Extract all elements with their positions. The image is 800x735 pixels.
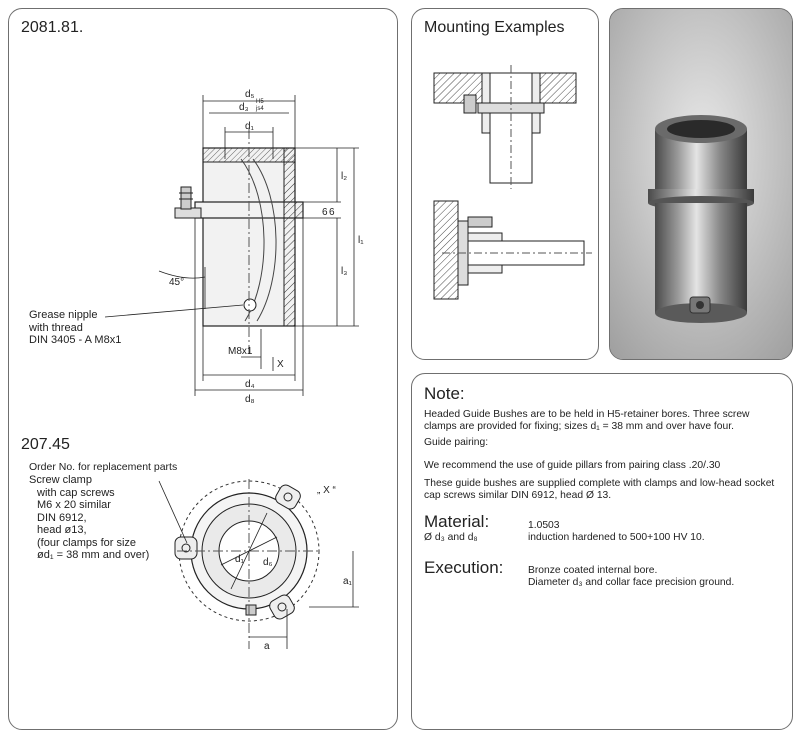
dim-d3-tol-bot: js4 xyxy=(256,106,264,112)
dim-d5: d₅ xyxy=(245,89,255,100)
order-text: Order No. for replacement parts xyxy=(29,461,178,473)
dim-six-a: 6 xyxy=(322,207,328,218)
clamp-dim-a1: a₁ xyxy=(343,576,352,587)
sub-number: 207.45 xyxy=(21,436,70,453)
bush-drawing xyxy=(9,9,398,730)
clamp-dim-d6: d₆ xyxy=(263,557,273,568)
clamp-label: Screw clamp with cap screws M6 x 20 similar DIN 6912, head ø13, (four clamps for size ød₁ = 38 mm and over) xyxy=(29,474,150,561)
dim-d3-tol-top: H5 xyxy=(256,99,264,105)
clamp-dim-d1: d₁ xyxy=(235,554,244,565)
clamp-dim-a: a xyxy=(264,641,270,652)
execution-line-1: Bronze coated internal bore. xyxy=(528,565,658,576)
dim-d8: d₈ xyxy=(245,394,255,405)
dim-l2: l₂ xyxy=(341,171,348,182)
material-sub: Ø d₃ and d₈ xyxy=(424,532,478,543)
clamp-x-label: „ X “ xyxy=(317,485,336,496)
execution-label: Execution: xyxy=(424,558,504,577)
material-label: Material: xyxy=(424,512,490,531)
material-desc: induction hardened to 500+100 HV 10. xyxy=(528,532,705,543)
product-photo xyxy=(610,9,793,360)
mounting-example-1 xyxy=(434,65,576,189)
dim-x: X xyxy=(277,359,284,370)
dim-l1: l₁ xyxy=(358,235,364,246)
note-paragraph-3: We recommend the use of guide pillars from pairing class .20/.30 xyxy=(424,460,721,471)
mounting-panel xyxy=(411,8,599,360)
execution-line-2: Diameter d₃ and collar face precision ground. xyxy=(528,577,735,588)
dim-d4: d₄ xyxy=(245,379,255,390)
dim-angle: 45° xyxy=(169,277,185,288)
note-panel xyxy=(411,373,793,730)
mounting-drawings xyxy=(412,9,599,360)
note-paragraph-1: Headed Guide Bushes are to be held in H5-retainer bores. Three screw clamps are provided for fixing; sizes d₁ = 38 mm and over have four. xyxy=(424,409,750,433)
mounting-title: Mounting Examples xyxy=(424,19,565,36)
dim-m8: M8x1 xyxy=(228,346,253,357)
dim-d1: d₁ xyxy=(245,121,254,132)
dim-six-b: 6 xyxy=(329,207,335,218)
material-code: 1.0503 xyxy=(528,520,560,531)
note-paragraph-4: These guide bushes are supplied complete with clamps and low-head socket cap screws similar DIN 6912, head Ø 13. xyxy=(424,478,775,502)
note-heading: Note: xyxy=(424,384,465,403)
clamp-top-view xyxy=(159,479,359,649)
dim-d3: d₃ xyxy=(239,102,249,113)
note-paragraph-2: Guide pairing: xyxy=(424,437,489,448)
mounting-example-2 xyxy=(434,201,592,299)
dim-l3: l₃ xyxy=(341,266,348,277)
product-photo-panel xyxy=(609,8,793,360)
part-number: 2081.81. xyxy=(21,19,84,36)
drawing-panel xyxy=(8,8,398,730)
grease-nipple-label: Grease nipple with thread DIN 3405 - A M8x1 xyxy=(29,309,122,346)
